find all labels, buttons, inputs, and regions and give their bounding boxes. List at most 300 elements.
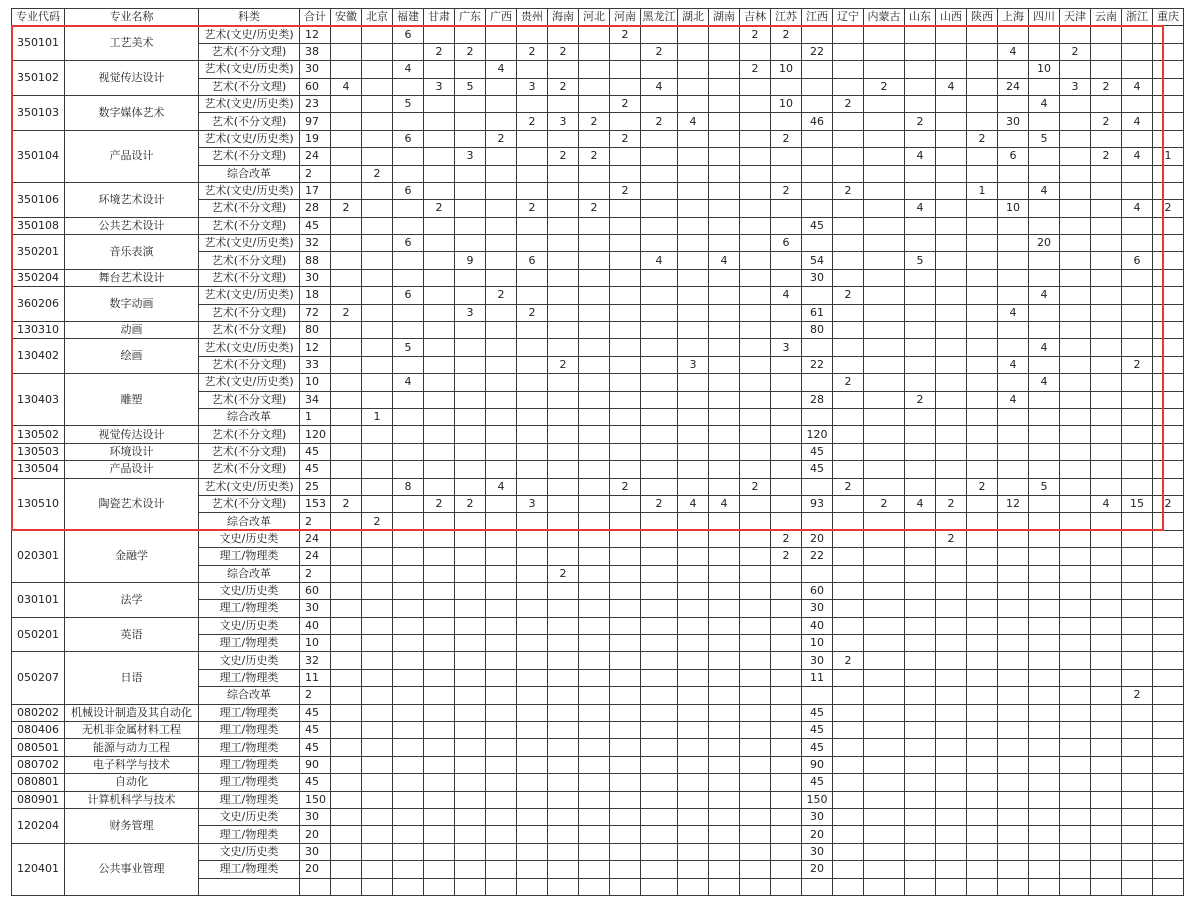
- province-quota-cell: [1153, 61, 1184, 78]
- column-header: 四川: [1029, 9, 1060, 26]
- province-quota-cell: [486, 374, 517, 391]
- province-quota-cell: [579, 356, 610, 373]
- province-quota-cell: [833, 687, 864, 704]
- province-quota-cell: [548, 669, 579, 686]
- province-quota-cell: [393, 565, 424, 582]
- province-quota-cell: [331, 617, 362, 634]
- province-quota-cell: [517, 861, 548, 878]
- province-quota-cell: [579, 548, 610, 565]
- province-quota-cell: [362, 878, 393, 895]
- province-quota-cell: [1153, 356, 1184, 373]
- province-quota-cell: [864, 861, 905, 878]
- province-quota-cell: [740, 774, 771, 791]
- province-quota-cell: [998, 861, 1029, 878]
- province-quota-cell: [1122, 130, 1153, 147]
- total-cell: 40: [300, 617, 331, 634]
- province-quota-cell: [548, 861, 579, 878]
- province-quota-cell: [393, 617, 424, 634]
- province-quota-cell: 2: [517, 113, 548, 130]
- province-quota-cell: [678, 617, 709, 634]
- total-cell: 25: [300, 478, 331, 495]
- province-quota-cell: [905, 722, 936, 739]
- major-name: 视觉传达设计: [65, 61, 199, 96]
- province-quota-cell: [1153, 774, 1184, 791]
- province-quota-cell: [967, 304, 998, 321]
- category-cell: 艺术(不分文理): [199, 322, 300, 339]
- province-quota-cell: [579, 339, 610, 356]
- province-quota-cell: [424, 617, 455, 634]
- province-quota-cell: [1060, 652, 1091, 669]
- category-cell: 艺术(不分文理): [199, 443, 300, 460]
- province-quota-cell: [579, 617, 610, 634]
- province-quota-cell: [740, 635, 771, 652]
- province-quota-cell: [486, 304, 517, 321]
- province-quota-cell: [362, 217, 393, 234]
- province-quota-cell: 2: [1122, 356, 1153, 373]
- column-header: 福建: [393, 9, 424, 26]
- province-quota-cell: [967, 843, 998, 860]
- province-quota-cell: [548, 130, 579, 147]
- province-quota-cell: [424, 130, 455, 147]
- province-quota-cell: [998, 739, 1029, 756]
- province-quota-cell: [424, 635, 455, 652]
- province-quota-cell: [362, 861, 393, 878]
- province-quota-cell: [1029, 652, 1060, 669]
- province-quota-cell: [455, 408, 486, 425]
- major-code: 080202: [12, 704, 65, 721]
- province-quota-cell: [833, 61, 864, 78]
- province-quota-cell: [331, 461, 362, 478]
- province-quota-cell: [833, 252, 864, 269]
- province-quota-cell: [486, 426, 517, 443]
- table-row: [12, 130, 1184, 147]
- province-quota-cell: 2: [1091, 78, 1122, 95]
- category-cell: 艺术(不分文理): [199, 217, 300, 234]
- province-quota-cell: [967, 756, 998, 773]
- province-quota-cell: [1091, 130, 1122, 147]
- province-quota-cell: [1091, 391, 1122, 408]
- category-cell: 艺术(文史/历史类): [199, 130, 300, 147]
- province-quota-cell: [1029, 548, 1060, 565]
- province-quota-cell: [548, 774, 579, 791]
- table-row: [12, 652, 1184, 669]
- province-quota-cell: [424, 530, 455, 547]
- province-quota-cell: [362, 774, 393, 791]
- province-quota-cell: [610, 774, 641, 791]
- province-quota-cell: [998, 269, 1029, 286]
- province-quota-cell: [1122, 95, 1153, 112]
- total-cell: 97: [300, 113, 331, 130]
- column-header: 浙江: [1122, 9, 1153, 26]
- province-quota-cell: [455, 861, 486, 878]
- province-quota-cell: [1153, 791, 1184, 808]
- province-quota-cell: [548, 426, 579, 443]
- province-quota-cell: [740, 548, 771, 565]
- province-quota-cell: [833, 78, 864, 95]
- province-quota-cell: [1153, 878, 1184, 895]
- total-cell: [300, 878, 331, 895]
- province-quota-cell: [393, 704, 424, 721]
- total-cell: 60: [300, 582, 331, 599]
- province-quota-cell: [424, 826, 455, 843]
- total-cell: 1: [300, 408, 331, 425]
- province-quota-cell: [998, 669, 1029, 686]
- province-quota-cell: [1122, 617, 1153, 634]
- province-quota-cell: [740, 113, 771, 130]
- province-quota-cell: [455, 600, 486, 617]
- province-quota-cell: [1029, 165, 1060, 182]
- category-cell: 艺术(文史/历史类): [199, 95, 300, 112]
- province-quota-cell: [517, 217, 548, 234]
- province-quota-cell: 2: [905, 113, 936, 130]
- province-quota-cell: 4: [905, 495, 936, 512]
- province-quota-cell: [936, 182, 967, 199]
- province-quota-cell: [1060, 808, 1091, 825]
- province-quota-cell: 45: [802, 704, 833, 721]
- province-quota-cell: [967, 548, 998, 565]
- province-quota-cell: [424, 548, 455, 565]
- province-quota-cell: [1091, 687, 1122, 704]
- column-header: 河北: [579, 9, 610, 26]
- province-quota-cell: [709, 408, 740, 425]
- province-quota-cell: [1029, 756, 1060, 773]
- province-quota-cell: [362, 26, 393, 43]
- province-quota-cell: [362, 374, 393, 391]
- province-quota-cell: 30: [802, 652, 833, 669]
- province-quota-cell: [905, 426, 936, 443]
- province-quota-cell: [1153, 513, 1184, 530]
- province-quota-cell: [548, 235, 579, 252]
- province-quota-cell: [455, 26, 486, 43]
- major-name: 数字媒体艺术: [65, 95, 199, 130]
- column-header: 广西: [486, 9, 517, 26]
- province-quota-cell: [331, 861, 362, 878]
- province-quota-cell: [610, 495, 641, 512]
- province-quota-cell: [802, 287, 833, 304]
- province-quota-cell: [1029, 461, 1060, 478]
- major-name: 公共艺术设计: [65, 217, 199, 234]
- table-row: [12, 235, 1184, 252]
- province-quota-cell: [740, 722, 771, 739]
- province-quota-cell: [548, 165, 579, 182]
- province-quota-cell: 30: [802, 843, 833, 860]
- province-quota-cell: [548, 582, 579, 599]
- province-quota-cell: [455, 843, 486, 860]
- province-quota-cell: [579, 287, 610, 304]
- province-quota-cell: 12: [998, 495, 1029, 512]
- province-quota-cell: [802, 339, 833, 356]
- province-quota-cell: 2: [331, 200, 362, 217]
- province-quota-cell: [424, 339, 455, 356]
- province-quota-cell: [1091, 826, 1122, 843]
- province-quota-cell: [1153, 478, 1184, 495]
- total-cell: 90: [300, 756, 331, 773]
- province-quota-cell: [1122, 478, 1153, 495]
- province-quota-cell: [1029, 495, 1060, 512]
- province-quota-cell: [740, 252, 771, 269]
- province-quota-cell: [517, 513, 548, 530]
- major-code: 350108: [12, 217, 65, 234]
- province-quota-cell: [486, 339, 517, 356]
- province-quota-cell: 4: [905, 200, 936, 217]
- province-quota-cell: [1091, 443, 1122, 460]
- province-quota-cell: [362, 548, 393, 565]
- province-quota-cell: [678, 791, 709, 808]
- province-quota-cell: [579, 704, 610, 721]
- province-quota-cell: [967, 826, 998, 843]
- province-quota-cell: [905, 687, 936, 704]
- province-quota-cell: [1122, 43, 1153, 60]
- province-quota-cell: 4: [998, 391, 1029, 408]
- table-row: [12, 322, 1184, 339]
- province-quota-cell: [1153, 669, 1184, 686]
- province-quota-cell: [678, 374, 709, 391]
- province-quota-cell: [1153, 391, 1184, 408]
- province-quota-cell: [678, 461, 709, 478]
- province-quota-cell: [1029, 600, 1060, 617]
- province-quota-cell: [833, 756, 864, 773]
- province-quota-cell: [1029, 635, 1060, 652]
- province-quota-cell: [517, 95, 548, 112]
- province-quota-cell: [1029, 739, 1060, 756]
- province-quota-cell: [579, 687, 610, 704]
- province-quota-cell: [771, 426, 802, 443]
- province-quota-cell: 2: [548, 565, 579, 582]
- province-quota-cell: [802, 165, 833, 182]
- province-quota-cell: [424, 356, 455, 373]
- province-quota-cell: [641, 269, 678, 286]
- province-quota-cell: [455, 826, 486, 843]
- province-quota-cell: 4: [1029, 182, 1060, 199]
- province-quota-cell: 5: [393, 95, 424, 112]
- province-quota-cell: [641, 600, 678, 617]
- province-quota-cell: [331, 513, 362, 530]
- province-quota-cell: [641, 582, 678, 599]
- province-quota-cell: [610, 756, 641, 773]
- province-quota-cell: [424, 252, 455, 269]
- table-row: [12, 704, 1184, 721]
- province-quota-cell: [833, 113, 864, 130]
- province-quota-cell: [424, 148, 455, 165]
- province-quota-cell: [579, 495, 610, 512]
- province-quota-cell: [393, 78, 424, 95]
- total-cell: 30: [300, 808, 331, 825]
- province-quota-cell: [1122, 739, 1153, 756]
- province-quota-cell: [1060, 791, 1091, 808]
- province-quota-cell: [424, 391, 455, 408]
- province-quota-cell: [641, 461, 678, 478]
- province-quota-cell: [709, 617, 740, 634]
- province-quota-cell: [548, 26, 579, 43]
- province-quota-cell: [833, 322, 864, 339]
- province-quota-cell: [709, 148, 740, 165]
- province-quota-cell: [455, 391, 486, 408]
- province-quota-cell: [548, 652, 579, 669]
- province-quota-cell: [517, 739, 548, 756]
- province-quota-cell: [740, 374, 771, 391]
- province-quota-cell: [1091, 61, 1122, 78]
- province-quota-cell: [486, 43, 517, 60]
- province-quota-cell: [864, 269, 905, 286]
- province-quota-cell: [905, 235, 936, 252]
- province-quota-cell: [1060, 113, 1091, 130]
- province-quota-cell: [740, 669, 771, 686]
- province-quota-cell: [802, 565, 833, 582]
- province-quota-cell: [486, 791, 517, 808]
- province-quota-cell: [610, 408, 641, 425]
- province-quota-cell: [936, 217, 967, 234]
- enrollment-plan-sheet: [11, 8, 1179, 883]
- province-quota-cell: [1091, 600, 1122, 617]
- province-quota-cell: [393, 391, 424, 408]
- province-quota-cell: 2: [610, 182, 641, 199]
- province-quota-cell: [579, 513, 610, 530]
- province-quota-cell: 20: [802, 530, 833, 547]
- province-quota-cell: [1122, 565, 1153, 582]
- province-quota-cell: [548, 95, 579, 112]
- province-quota-cell: [517, 652, 548, 669]
- province-quota-cell: [424, 739, 455, 756]
- province-quota-cell: [1091, 530, 1122, 547]
- major-code: 130403: [12, 374, 65, 426]
- province-quota-cell: [833, 408, 864, 425]
- province-quota-cell: [1091, 582, 1122, 599]
- province-quota-cell: [331, 287, 362, 304]
- province-quota-cell: [331, 61, 362, 78]
- province-quota-cell: [709, 26, 740, 43]
- province-quota-cell: 40: [802, 617, 833, 634]
- province-quota-cell: 10: [771, 61, 802, 78]
- category-cell: 综合改革: [199, 408, 300, 425]
- province-quota-cell: [1153, 130, 1184, 147]
- province-quota-cell: [936, 356, 967, 373]
- province-quota-cell: [864, 530, 905, 547]
- province-quota-cell: [833, 130, 864, 147]
- total-cell: 30: [300, 600, 331, 617]
- province-quota-cell: [1060, 182, 1091, 199]
- province-quota-cell: [610, 861, 641, 878]
- province-quota-cell: [362, 130, 393, 147]
- province-quota-cell: [517, 339, 548, 356]
- header-row: [12, 9, 1184, 26]
- table-row: [12, 26, 1184, 43]
- province-quota-cell: 2: [610, 26, 641, 43]
- province-quota-cell: [1122, 548, 1153, 565]
- province-quota-cell: [936, 704, 967, 721]
- province-quota-cell: [610, 304, 641, 321]
- province-quota-cell: 2: [1122, 687, 1153, 704]
- major-code: 350104: [12, 130, 65, 182]
- province-quota-cell: [709, 600, 740, 617]
- province-quota-cell: [1091, 235, 1122, 252]
- province-quota-cell: [936, 339, 967, 356]
- province-quota-cell: [905, 652, 936, 669]
- province-quota-cell: [678, 322, 709, 339]
- province-quota-cell: [517, 408, 548, 425]
- province-quota-cell: [936, 148, 967, 165]
- province-quota-cell: 45: [802, 443, 833, 460]
- major-name: 财务管理: [65, 808, 199, 843]
- category-cell: 艺术(不分文理): [199, 391, 300, 408]
- province-quota-cell: [936, 235, 967, 252]
- province-quota-cell: 2: [362, 165, 393, 182]
- province-quota-cell: [802, 200, 833, 217]
- province-quota-cell: [998, 635, 1029, 652]
- province-quota-cell: [709, 43, 740, 60]
- province-quota-cell: [610, 391, 641, 408]
- province-quota-cell: [641, 878, 678, 895]
- province-quota-cell: [905, 704, 936, 721]
- province-quota-cell: [424, 408, 455, 425]
- category-cell: 文史/历史类: [199, 617, 300, 634]
- province-quota-cell: [905, 826, 936, 843]
- category-cell: 艺术(不分文理): [199, 495, 300, 512]
- province-quota-cell: [362, 235, 393, 252]
- province-quota-cell: [864, 130, 905, 147]
- province-quota-cell: 2: [486, 287, 517, 304]
- total-cell: 30: [300, 843, 331, 860]
- province-quota-cell: [833, 600, 864, 617]
- province-quota-cell: [967, 530, 998, 547]
- province-quota-cell: [833, 513, 864, 530]
- province-quota-cell: [1153, 304, 1184, 321]
- category-cell: 文史/历史类: [199, 530, 300, 547]
- province-quota-cell: 6: [393, 235, 424, 252]
- table-row: [12, 95, 1184, 112]
- total-cell: 2: [300, 565, 331, 582]
- province-quota-cell: [740, 582, 771, 599]
- province-quota-cell: [905, 739, 936, 756]
- province-quota-cell: [517, 722, 548, 739]
- province-quota-cell: [740, 861, 771, 878]
- province-quota-cell: [548, 704, 579, 721]
- province-quota-cell: [331, 356, 362, 373]
- province-quota-cell: [678, 826, 709, 843]
- province-quota-cell: [905, 356, 936, 373]
- province-quota-cell: [362, 495, 393, 512]
- province-quota-cell: [424, 513, 455, 530]
- province-quota-cell: [709, 669, 740, 686]
- province-quota-cell: [936, 478, 967, 495]
- province-quota-cell: 45: [802, 774, 833, 791]
- province-quota-cell: [362, 652, 393, 669]
- province-quota-cell: 22: [802, 43, 833, 60]
- province-quota-cell: [998, 878, 1029, 895]
- province-quota-cell: [486, 826, 517, 843]
- province-quota-cell: [424, 374, 455, 391]
- province-quota-cell: 4: [1029, 374, 1060, 391]
- province-quota-cell: [678, 635, 709, 652]
- province-quota-cell: [610, 687, 641, 704]
- province-quota-cell: [331, 95, 362, 112]
- province-quota-cell: [548, 843, 579, 860]
- province-quota-cell: [610, 635, 641, 652]
- province-quota-cell: [548, 791, 579, 808]
- column-header: 黑龙江: [641, 9, 678, 26]
- province-quota-cell: [678, 182, 709, 199]
- province-quota-cell: [486, 513, 517, 530]
- province-quota-cell: [1153, 704, 1184, 721]
- province-quota-cell: [967, 565, 998, 582]
- province-quota-cell: [517, 61, 548, 78]
- province-quota-cell: [1153, 165, 1184, 182]
- category-cell: 艺术(不分文理): [199, 304, 300, 321]
- province-quota-cell: [641, 791, 678, 808]
- province-quota-cell: [610, 113, 641, 130]
- province-quota-cell: 6: [517, 252, 548, 269]
- province-quota-cell: [1122, 843, 1153, 860]
- province-quota-cell: [1060, 530, 1091, 547]
